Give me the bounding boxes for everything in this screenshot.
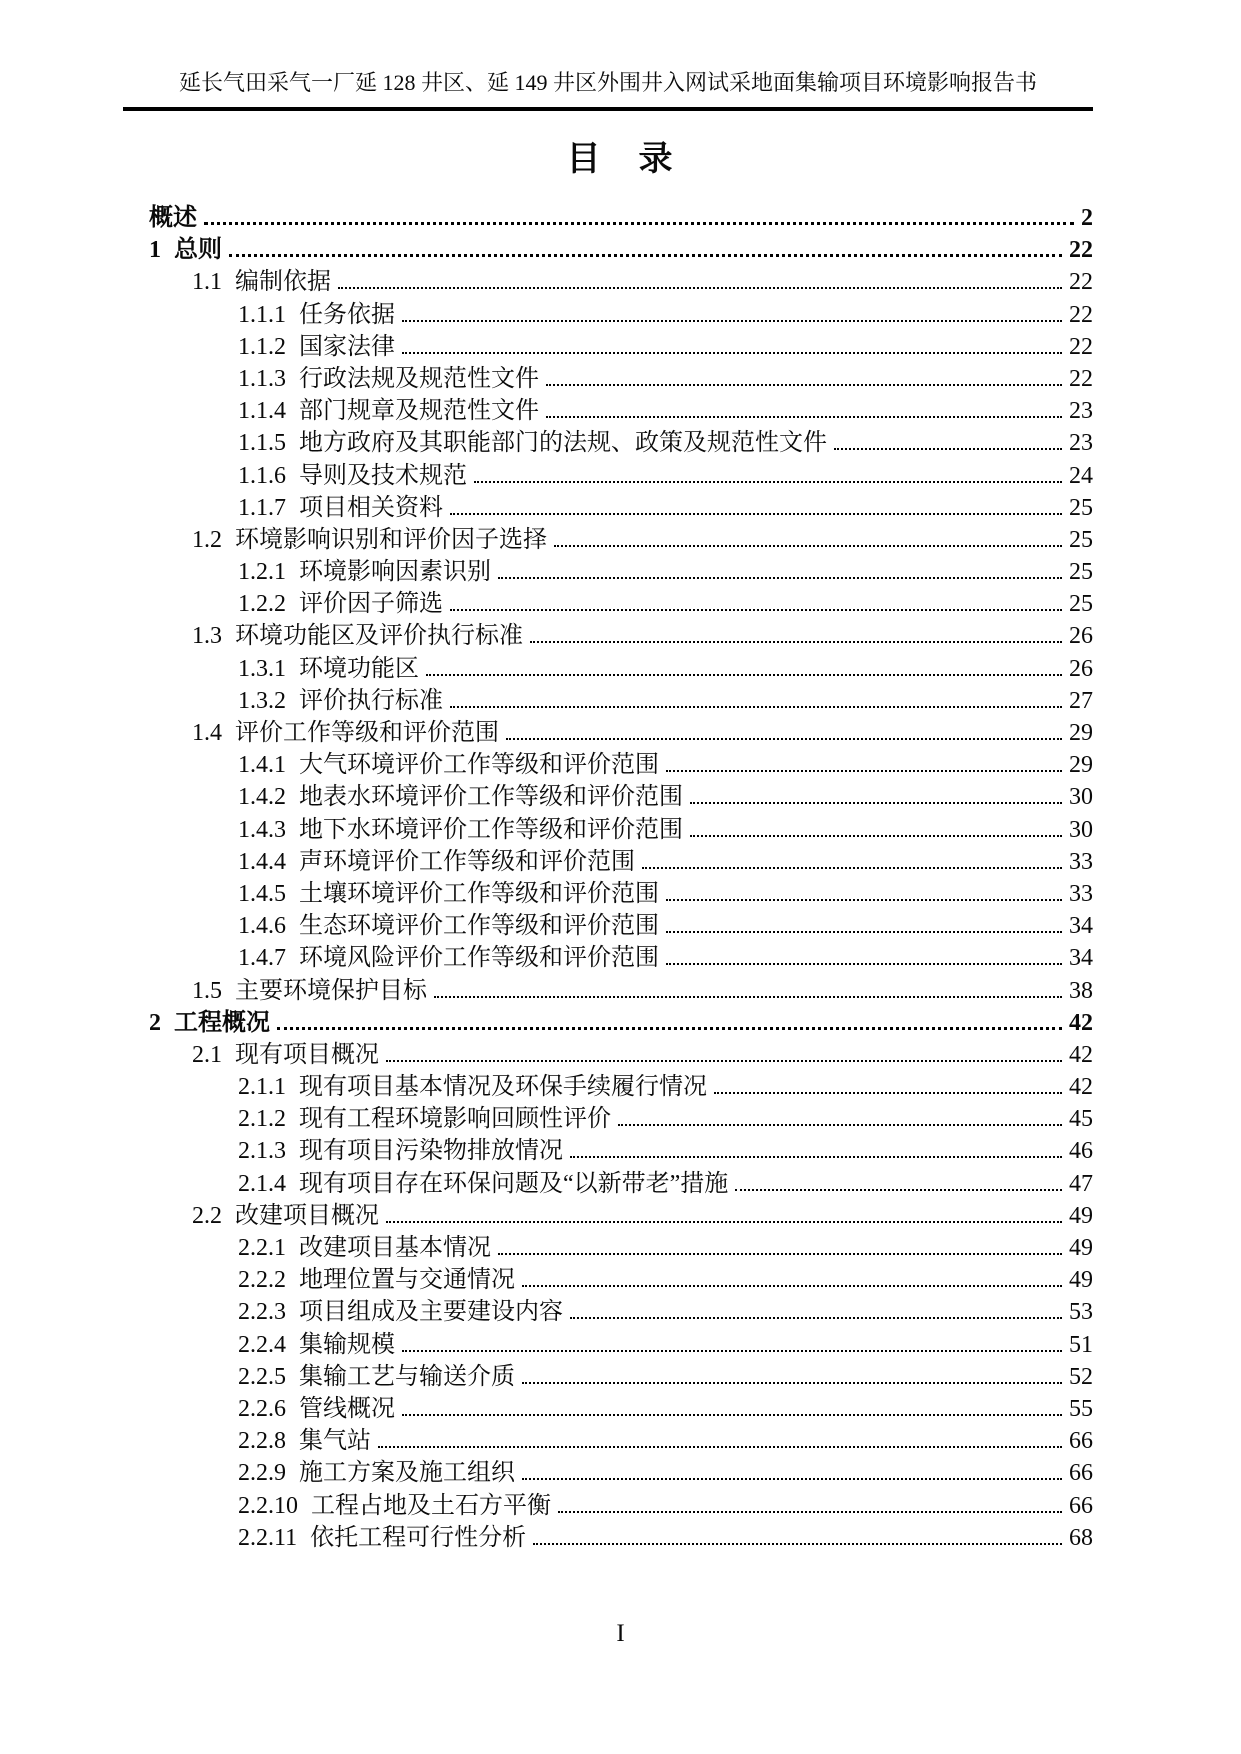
toc-entry-title: 依托工程可行性分析 xyxy=(310,1524,527,1551)
toc-entry-page: 27 xyxy=(1069,687,1093,714)
toc-dot-leader xyxy=(426,674,1062,676)
toc-entry-page: 25 xyxy=(1069,559,1093,586)
running-header: 延长气田采气一厂延 128 井区、延 149 井区外围井入网试采地面集输项目环境影响报告书 xyxy=(123,68,1093,111)
toc-entry xyxy=(123,1168,1093,1200)
toc-dot-leader xyxy=(570,1317,1062,1319)
toc-entry-title: 集输工艺与输送介质 xyxy=(299,1363,515,1390)
toc-entry-number: 1.4.2 xyxy=(238,784,286,811)
toc-entry xyxy=(123,556,1093,588)
toc-dot-leader xyxy=(378,1446,1062,1448)
toc-entry-number: 2.2.4 xyxy=(238,1331,286,1358)
toc-entry-title: 声环境评价工作等级和评价范围 xyxy=(299,848,635,875)
toc-dot-leader xyxy=(402,1414,1062,1416)
toc-dot-leader xyxy=(277,1027,1062,1030)
toc-entry-page: 66 xyxy=(1069,1492,1093,1519)
toc-dot-leader xyxy=(834,448,1062,450)
toc-entry-title: 现有项目污染物排放情况 xyxy=(299,1138,563,1165)
toc-entry xyxy=(123,202,1093,234)
toc-entry xyxy=(123,427,1093,459)
toc-entry-number: 2.2.1 xyxy=(238,1235,286,1261)
toc-entry-page: 22 xyxy=(1069,365,1093,392)
toc-entry-title: 项目组成及主要建设内容 xyxy=(299,1299,563,1326)
toc-dot-leader xyxy=(450,609,1062,611)
toc-entry-title: 地方政府及其职能部门的法规、政策及规范性文件 xyxy=(299,430,827,457)
toc-entry-page: 26 xyxy=(1069,623,1093,650)
toc-dot-leader xyxy=(474,481,1062,483)
toc-entry-page: 24 xyxy=(1069,462,1093,489)
toc-entry-number: 1.1 xyxy=(192,269,222,296)
toc-dot-leader xyxy=(522,1285,1062,1287)
toc-dot-leader xyxy=(450,513,1062,515)
toc-entry-number: 2 xyxy=(149,1009,161,1036)
toc-entry-page: 52 xyxy=(1069,1363,1093,1390)
toc-entry-page: 42 xyxy=(1069,1041,1093,1068)
toc-dot-leader xyxy=(546,384,1062,386)
toc-entry-page: 42 xyxy=(1069,1009,1093,1036)
toc-entry-page: 22 xyxy=(1069,333,1093,360)
toc-entry-title: 土壤环境评价工作等级和评价范围 xyxy=(299,880,659,907)
toc-entry-page: 25 xyxy=(1069,526,1093,553)
toc-entry xyxy=(123,1200,1093,1232)
toc-entry-number: 2.2.8 xyxy=(238,1428,286,1455)
toc-entry xyxy=(123,814,1093,846)
toc-entry-title: 地表水环境评价工作等级和评价范围 xyxy=(299,784,683,811)
toc-entry-title: 施工方案及施工组织 xyxy=(299,1460,515,1487)
toc-entry xyxy=(123,1425,1093,1457)
toc-entry-title: 评价工作等级和评价范围 xyxy=(235,720,499,746)
toc-entry xyxy=(123,685,1093,717)
toc-entry xyxy=(123,1232,1093,1264)
toc-entry xyxy=(123,1135,1093,1167)
toc-entry xyxy=(123,1361,1093,1393)
toc-entry-number: 2.2.11 xyxy=(238,1524,298,1551)
toc-entry-number: 1.1.3 xyxy=(238,365,286,392)
toc-entry xyxy=(123,749,1093,781)
toc-entry-number: 1.3 xyxy=(192,623,222,650)
toc-dot-leader xyxy=(666,770,1062,772)
toc-entry-title: 环境影响因素识别 xyxy=(299,559,491,586)
toc-dot-leader xyxy=(546,416,1062,418)
toc-entry-page: 34 xyxy=(1069,913,1093,940)
toc-dot-leader xyxy=(642,867,1062,869)
toc-entry-title: 现有项目基本情况及环保手续履行情况 xyxy=(299,1074,707,1101)
toc-entry-number: 1.5 xyxy=(192,977,222,1004)
toc-entry-title: 生态环境评价工作等级和评价范围 xyxy=(299,913,659,940)
toc-entry-title: 现有工程环境影响回顾性评价 xyxy=(299,1106,611,1133)
toc-dot-leader xyxy=(714,1092,1062,1094)
toc-entry-number: 2.1.1 xyxy=(238,1074,286,1101)
toc-entry-number: 2.1 xyxy=(192,1041,222,1068)
toc-entry-page: 23 xyxy=(1069,398,1093,425)
toc-entry-number: 2.1.4 xyxy=(238,1170,286,1197)
toc-entry xyxy=(123,234,1093,266)
toc-dot-leader xyxy=(554,545,1062,547)
toc-dot-leader xyxy=(402,352,1062,354)
toc-entry-number: 1.3.1 xyxy=(238,655,286,682)
toc-entry xyxy=(123,781,1093,813)
toc-entry-number: 1 xyxy=(149,237,161,264)
toc-entry-page: 29 xyxy=(1069,720,1093,746)
toc-entry-page: 34 xyxy=(1069,945,1093,972)
toc-entry xyxy=(123,1457,1093,1489)
toc-entry-number: 2.2.2 xyxy=(238,1267,286,1294)
toc-entry-title: 管线概况 xyxy=(299,1395,395,1422)
toc-entry-title: 编制依据 xyxy=(235,269,331,296)
toc-dot-leader xyxy=(204,222,1074,225)
toc-entry-title: 改建项目概况 xyxy=(235,1202,379,1229)
toc-entry-number: 1.4.6 xyxy=(238,913,286,940)
toc-entry-page: 66 xyxy=(1069,1428,1093,1455)
toc-entry-page: 55 xyxy=(1069,1395,1093,1422)
toc-entry-page: 30 xyxy=(1069,784,1093,811)
footer-page-number: I xyxy=(616,1620,625,1647)
toc-entry-page: 29 xyxy=(1069,752,1093,779)
toc-entry-page: 47 xyxy=(1069,1170,1093,1197)
toc-entry xyxy=(123,878,1093,910)
toc-entry-page: 49 xyxy=(1069,1235,1093,1261)
toc-entry-number: 2.2.5 xyxy=(238,1363,286,1390)
toc-entry xyxy=(123,975,1093,1007)
toc-dot-leader xyxy=(498,577,1062,579)
toc-entry-page: 38 xyxy=(1069,977,1093,1004)
toc-entry-number: 2.2 xyxy=(192,1202,222,1229)
toc-entry-page: 68 xyxy=(1069,1524,1093,1551)
toc-dot-leader xyxy=(522,1382,1062,1384)
toc-entry-number: 1.2 xyxy=(192,526,222,553)
toc-entry-number: 1.1.7 xyxy=(238,494,286,521)
toc-dot-leader xyxy=(522,1478,1062,1480)
toc-entry xyxy=(123,910,1093,942)
toc-entry-title: 工程占地及土石方平衡 xyxy=(311,1492,551,1519)
toc-entry-page: 49 xyxy=(1069,1267,1093,1294)
toc-entry-number: 2.2.10 xyxy=(238,1492,298,1519)
toc-entry-title: 地下水环境评价工作等级和评价范围 xyxy=(299,816,683,843)
toc-entry-title: 大气环境评价工作等级和评价范围 xyxy=(299,752,659,779)
toc-entry-title: 总则 xyxy=(174,237,222,264)
toc-dot-leader xyxy=(450,706,1062,708)
toc-entry-number: 1.1.6 xyxy=(238,462,286,489)
toc-entry-title: 导则及技术规范 xyxy=(299,462,467,489)
toc-dot-leader xyxy=(735,1189,1062,1191)
toc-entry-number: 1.4.4 xyxy=(238,848,286,875)
toc-entry-page: 22 xyxy=(1069,301,1093,328)
toc-entry-page: 51 xyxy=(1069,1331,1093,1358)
toc-entry-page: 42 xyxy=(1069,1074,1093,1101)
toc-entry xyxy=(123,1103,1093,1135)
toc-entry xyxy=(123,942,1093,974)
toc-entry-title: 工程概况 xyxy=(174,1009,270,1036)
toc-entry xyxy=(123,363,1093,395)
toc-dot-leader xyxy=(690,802,1062,804)
toc-entry xyxy=(123,846,1093,878)
toc-entry-number: 2.1.3 xyxy=(238,1138,286,1165)
toc-entry-page: 33 xyxy=(1069,848,1093,875)
toc-dot-leader xyxy=(533,1543,1062,1545)
toc-entry xyxy=(123,1264,1093,1296)
toc-entry xyxy=(123,524,1093,556)
toc-dot-leader xyxy=(570,1156,1062,1158)
toc-entry-title: 环境功能区及评价执行标准 xyxy=(235,623,523,650)
toc-entry-title: 行政法规及规范性文件 xyxy=(299,365,539,392)
toc-dot-leader xyxy=(558,1511,1062,1513)
toc-entry-page: 30 xyxy=(1069,816,1093,843)
toc-entry-number: 1.4 xyxy=(192,720,222,746)
toc-entry xyxy=(123,1296,1093,1328)
toc-dot-leader xyxy=(690,835,1062,837)
toc-entry xyxy=(123,1393,1093,1425)
toc-entry-title: 部门规章及规范性文件 xyxy=(299,398,539,425)
toc-entry-page: 22 xyxy=(1069,269,1093,296)
toc-entry-title: 环境影响识别和评价因子选择 xyxy=(235,526,547,553)
toc-entry-page: 33 xyxy=(1069,880,1093,907)
toc-entry-number: 2.2.6 xyxy=(238,1395,286,1422)
page-title: 目 录 xyxy=(566,141,675,178)
toc-entry-page: 49 xyxy=(1069,1202,1093,1229)
toc-entry xyxy=(123,395,1093,427)
toc-entry-title: 环境功能区 xyxy=(299,655,419,682)
toc-entry-number: 1.2.2 xyxy=(238,591,286,618)
toc-entry-title: 国家法律 xyxy=(299,333,395,360)
toc-dot-leader xyxy=(666,899,1062,901)
toc-entry-title: 集输规模 xyxy=(299,1331,395,1358)
toc-entry-title: 评价因子筛选 xyxy=(299,591,443,618)
toc-dot-leader xyxy=(666,931,1062,933)
toc-entry-number: 1.4.1 xyxy=(238,752,286,779)
toc-entry-number: 1.3.2 xyxy=(238,687,286,714)
toc-dot-leader xyxy=(506,738,1062,740)
toc-list xyxy=(123,202,1093,1554)
toc-entry-number: 2.2.9 xyxy=(238,1460,286,1487)
toc-entry xyxy=(123,1039,1093,1071)
toc-entry-number: 1.4.7 xyxy=(238,945,286,972)
toc-entry-title: 集气站 xyxy=(299,1428,371,1455)
toc-entry-number: 1.2.1 xyxy=(238,559,286,586)
toc-entry-title: 现有项目概况 xyxy=(235,1041,379,1068)
toc-entry-number: 1.1.5 xyxy=(238,430,286,457)
toc-dot-leader xyxy=(386,1060,1062,1062)
toc-dot-leader xyxy=(498,1253,1062,1255)
toc-entry xyxy=(123,299,1093,331)
toc-entry-title: 任务依据 xyxy=(299,301,395,328)
toc-entry-title: 主要环境保护目标 xyxy=(235,977,427,1004)
toc-dot-leader xyxy=(618,1124,1062,1126)
toc-entry-number: 1.4.3 xyxy=(238,816,286,843)
toc-entry xyxy=(123,1007,1093,1039)
toc-entry xyxy=(123,460,1093,492)
toc-dot-leader xyxy=(530,641,1062,643)
toc-entry-page: 46 xyxy=(1069,1138,1093,1165)
toc-entry-title: 环境风险评价工作等级和评价范围 xyxy=(299,945,659,972)
toc-dot-leader xyxy=(434,996,1062,998)
toc-entry xyxy=(123,1490,1093,1522)
toc-entry xyxy=(123,717,1093,749)
toc-dot-leader xyxy=(338,287,1062,289)
toc-entry xyxy=(123,653,1093,685)
toc-entry-title: 改建项目基本情况 xyxy=(299,1235,491,1261)
toc-entry-page: 26 xyxy=(1069,655,1093,682)
toc-dot-leader xyxy=(402,320,1062,322)
toc-entry xyxy=(123,331,1093,363)
toc-entry-page: 2 xyxy=(1081,205,1093,231)
toc-dot-leader xyxy=(666,963,1062,965)
toc-entry-title: 地理位置与交通情况 xyxy=(299,1267,515,1294)
toc-entry-number: 2.2.3 xyxy=(238,1299,286,1326)
toc-entry xyxy=(123,588,1093,620)
toc-entry-number: 1.1.4 xyxy=(238,398,286,425)
toc-entry-page: 25 xyxy=(1069,494,1093,521)
toc-entry-page: 45 xyxy=(1069,1106,1093,1133)
toc-entry-page: 66 xyxy=(1069,1460,1093,1487)
toc-entry xyxy=(123,1522,1093,1554)
toc-entry-number: 1.4.5 xyxy=(238,880,286,907)
toc-entry-number: 1.1.2 xyxy=(238,333,286,360)
toc-entry xyxy=(123,620,1093,652)
toc-entry xyxy=(123,492,1093,524)
toc-dot-leader xyxy=(386,1221,1062,1223)
toc-entry-number: 1.1.1 xyxy=(238,301,286,328)
toc-dot-leader xyxy=(229,254,1062,257)
toc-entry xyxy=(123,1071,1093,1103)
toc-entry-title: 项目相关资料 xyxy=(299,494,443,521)
toc-entry-page: 23 xyxy=(1069,430,1093,457)
toc-entry-page: 25 xyxy=(1069,591,1093,618)
toc-entry-title: 现有项目存在环保问题及“以新带老”措施 xyxy=(299,1170,729,1197)
toc-entry-title: 概述 xyxy=(149,205,197,231)
toc-entry-page: 53 xyxy=(1069,1299,1093,1326)
toc-entry-title: 评价执行标准 xyxy=(299,687,443,714)
toc-entry-number: 2.1.2 xyxy=(238,1106,286,1133)
toc-entry xyxy=(123,1329,1093,1361)
toc-entry xyxy=(123,266,1093,298)
toc-entry-page: 22 xyxy=(1069,237,1093,264)
toc-dot-leader xyxy=(402,1350,1062,1352)
